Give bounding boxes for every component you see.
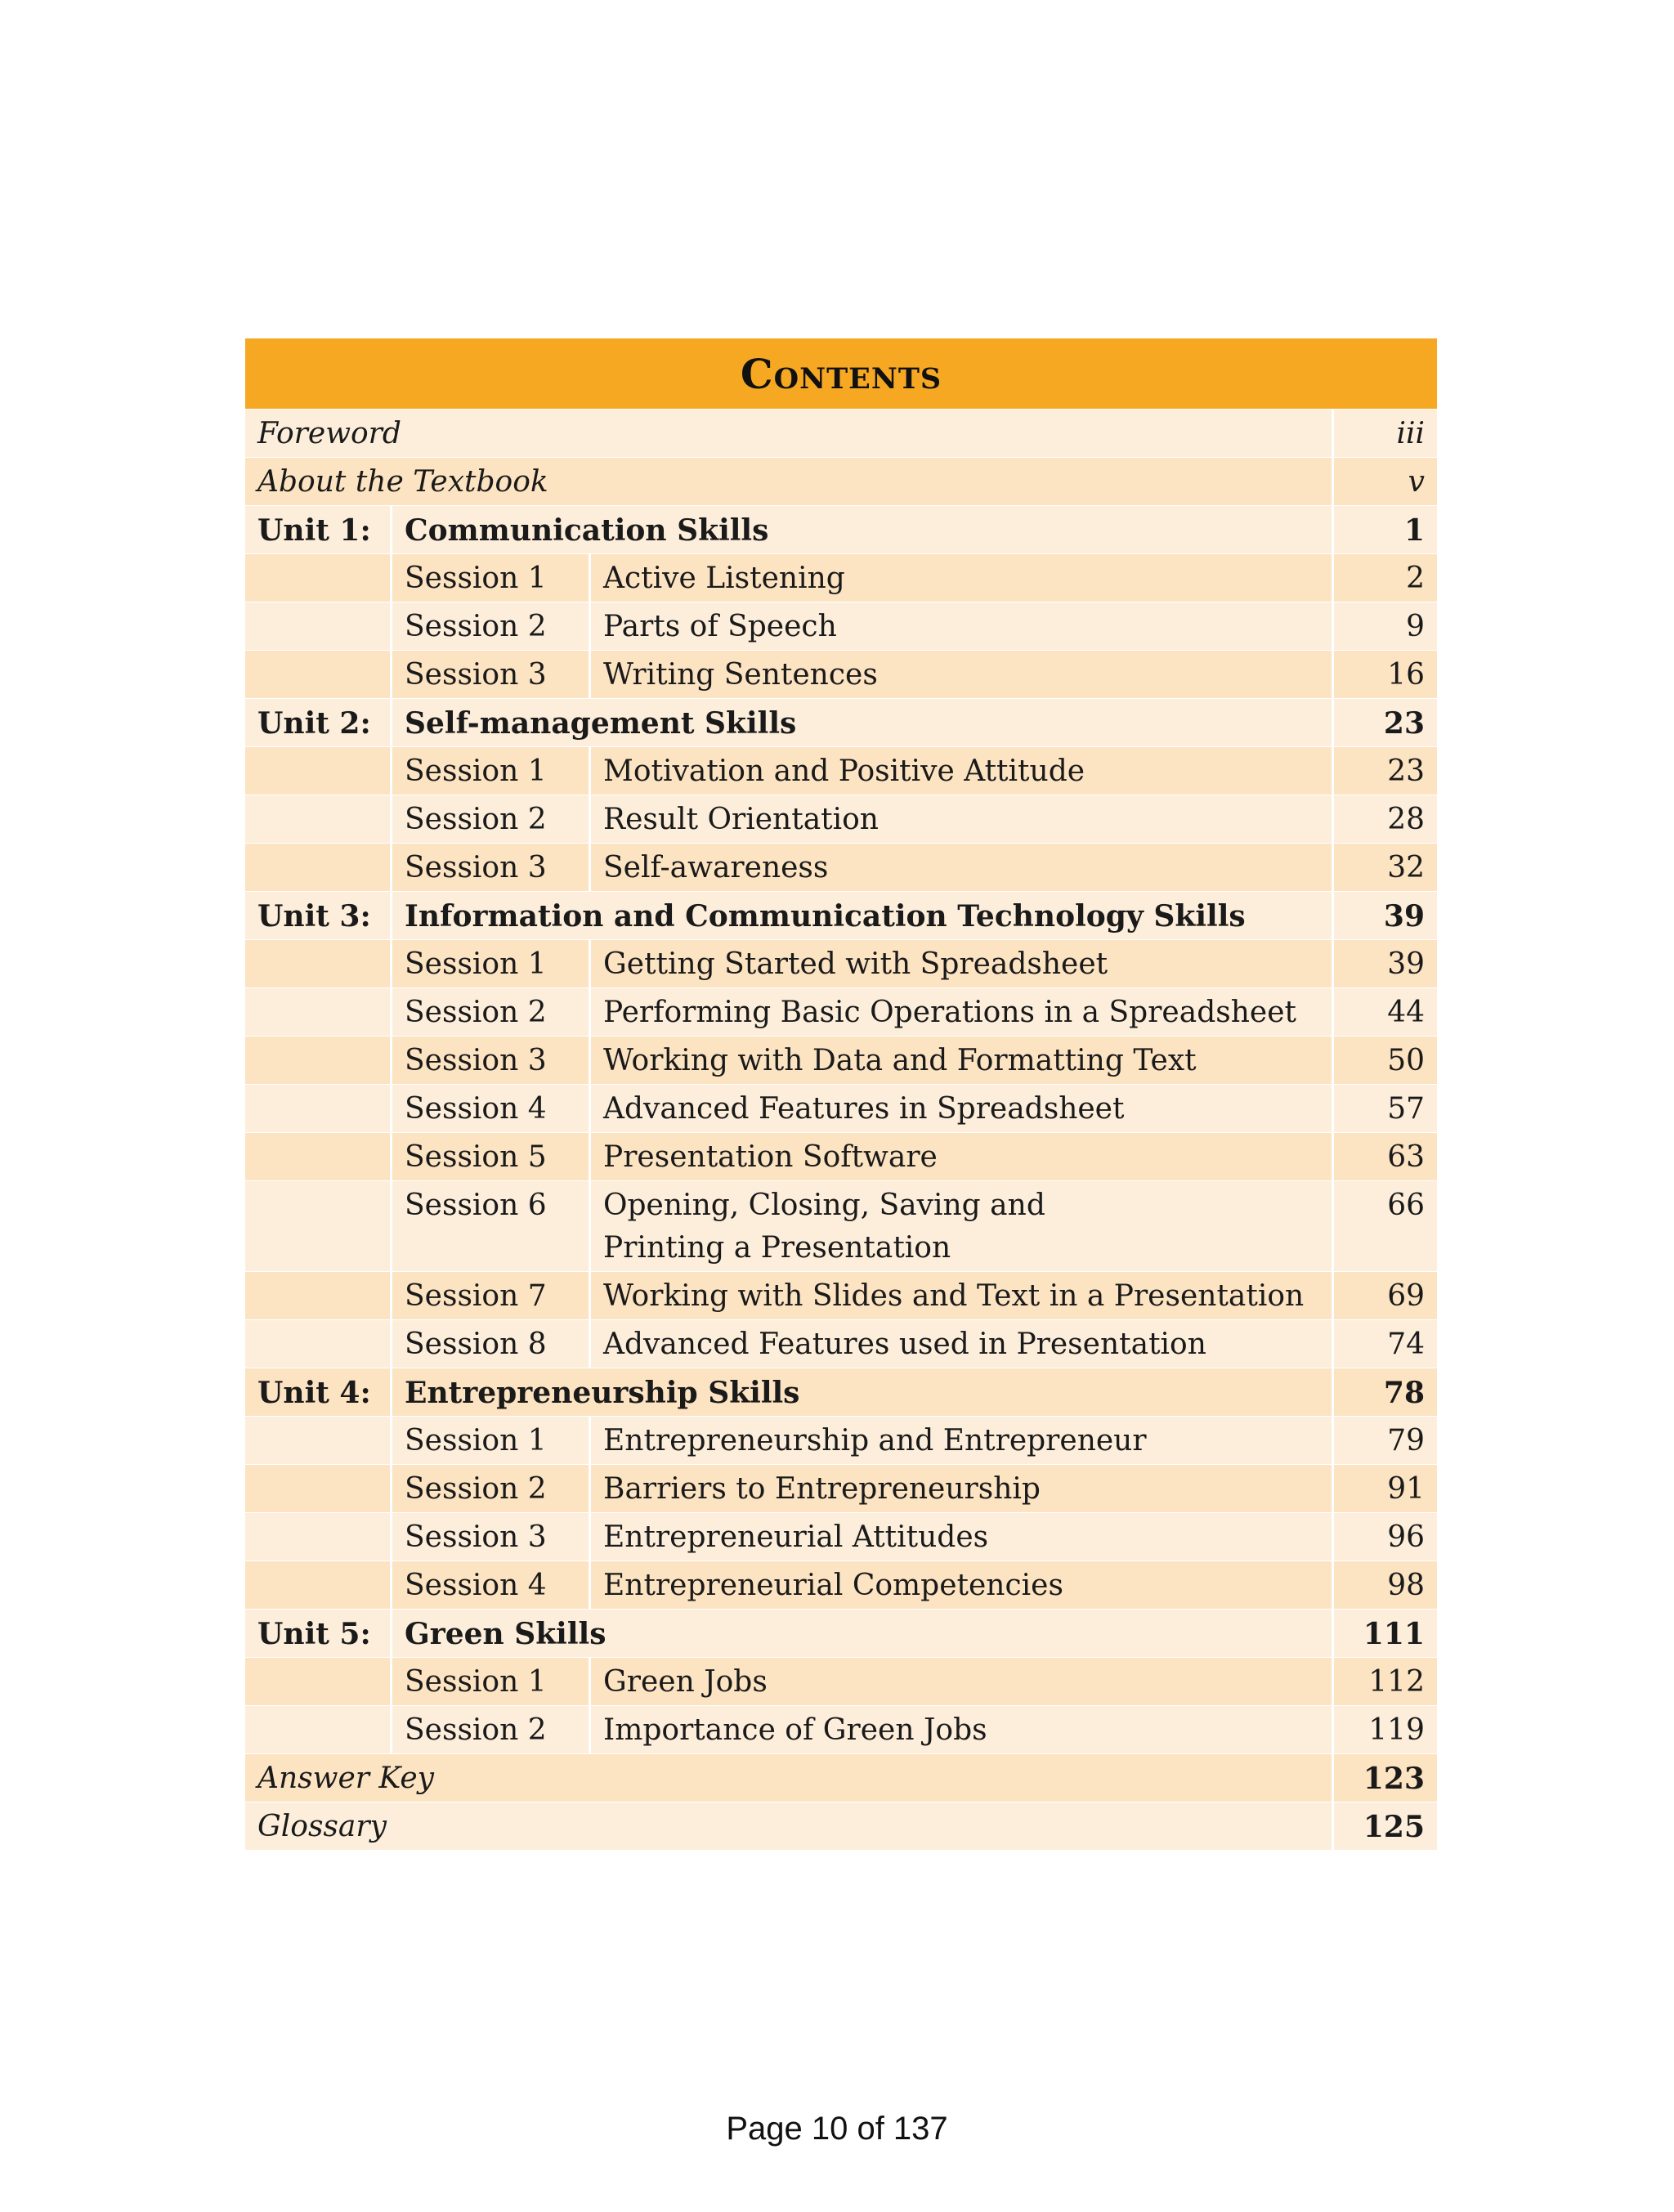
session-title-text: Barriers to Entrepreneurship [603, 1472, 1041, 1507]
unit-spacer [245, 602, 390, 650]
toc-session-row [245, 1417, 1437, 1464]
unit-spacer [245, 1706, 390, 1753]
toc-session-row [245, 1272, 1437, 1319]
session-label: Session 2 [392, 602, 589, 650]
session-title-text: Green Jobs [603, 1665, 768, 1699]
toc-session-row [245, 747, 1437, 795]
toc-session-row [245, 795, 1437, 843]
session-label: Session 7 [392, 1272, 589, 1319]
session-title [591, 554, 1332, 602]
unit-spacer [245, 1561, 390, 1609]
unit-spacer [245, 1658, 390, 1705]
session-label: Session 1 [392, 940, 589, 987]
toc-session-row [245, 988, 1437, 1036]
toc-session-row [245, 1561, 1437, 1609]
session-label: Session 2 [392, 988, 589, 1036]
toc-unit-row [245, 1368, 1437, 1416]
unit-spacer [245, 1320, 390, 1368]
page-number: 63 [1334, 1133, 1437, 1180]
toc-front-row [245, 458, 1437, 505]
toc-session-row [245, 554, 1437, 602]
page-number: 50 [1334, 1037, 1437, 1084]
toc-session-row [245, 1706, 1437, 1753]
session-title [591, 651, 1332, 698]
session-title-text: Working with Slides and Text in a Presentation [603, 1279, 1305, 1314]
unit-spacer [245, 1133, 390, 1180]
session-title-text: Working with Data and Formatting Text [603, 1044, 1197, 1078]
unit-spacer [245, 1417, 390, 1464]
unit-title: Self-management Skills [392, 699, 1332, 746]
toc-front-row [245, 410, 1437, 457]
session-title-text: Entrepreneurial Attitudes [603, 1520, 989, 1555]
unit-spacer [245, 747, 390, 795]
page-number: 78 [1334, 1368, 1437, 1416]
unit-spacer [245, 1037, 390, 1084]
session-title [591, 1561, 1332, 1609]
page-number: 74 [1334, 1320, 1437, 1368]
session-title [591, 1706, 1332, 1753]
session-title [591, 1133, 1332, 1180]
page-number: 119 [1334, 1706, 1437, 1753]
toc-back-row [245, 1802, 1437, 1850]
page-number: 32 [1334, 844, 1437, 891]
page-number: 1 [1334, 506, 1437, 553]
session-title-text: Writing Sentences [603, 658, 878, 692]
session-title-text: Performing Basic Operations in a Spreadsheet [603, 996, 1296, 1030]
toc-session-row [245, 1320, 1437, 1368]
page-number: 39 [1334, 892, 1437, 939]
session-label: Session 1 [392, 1658, 589, 1705]
session-label: Session 1 [392, 554, 589, 602]
session-label: Session 3 [392, 1037, 589, 1084]
session-title [591, 1465, 1332, 1512]
unit-label: Unit 1: [245, 506, 390, 553]
toc-session-row [245, 1133, 1437, 1180]
session-label: Session 2 [392, 1706, 589, 1753]
unit-label: Unit 5: [245, 1610, 390, 1657]
session-title [591, 1181, 1332, 1271]
session-title-text: Self-awareness [603, 851, 829, 885]
session-label: Session 1 [392, 1417, 589, 1464]
page-footer: Page 10 of 137 [726, 2111, 948, 2147]
session-title-text: Opening, Closing, Saving and [603, 1189, 1045, 1223]
unit-spacer [245, 1513, 390, 1560]
back-matter-title: Answer Key [245, 1754, 1332, 1802]
session-title [591, 1513, 1332, 1560]
session-title-text: Motivation and Positive Attitude [603, 754, 1085, 789]
toc-session-row [245, 940, 1437, 987]
toc-session-row [245, 844, 1437, 891]
toc-session-row [245, 1037, 1437, 1084]
unit-spacer [245, 844, 390, 891]
session-title-text: Active Listening [603, 562, 845, 596]
page-number: 112 [1334, 1658, 1437, 1705]
session-title [591, 795, 1332, 843]
session-title [591, 1320, 1332, 1368]
page-number: 125 [1334, 1802, 1437, 1850]
page-number: 98 [1334, 1561, 1437, 1609]
session-title [591, 1658, 1332, 1705]
unit-spacer [245, 940, 390, 987]
session-label: Session 1 [392, 747, 589, 795]
toc-back-row [245, 1754, 1437, 1802]
page-number: 28 [1334, 795, 1437, 843]
page-number: 91 [1334, 1465, 1437, 1512]
back-matter-title: Glossary [245, 1802, 1332, 1850]
session-title-text: Parts of Speech [603, 610, 837, 644]
unit-spacer [245, 1272, 390, 1319]
session-title [591, 988, 1332, 1036]
page-number: 23 [1334, 699, 1437, 746]
session-label: Session 2 [392, 795, 589, 843]
toc-unit-row [245, 506, 1437, 553]
session-title-text: Result Orientation [603, 803, 879, 837]
session-title [591, 1085, 1332, 1132]
unit-spacer [245, 988, 390, 1036]
page-number: 9 [1334, 602, 1437, 650]
session-label: Session 3 [392, 844, 589, 891]
toc-session-row [245, 1465, 1437, 1512]
session-title [591, 602, 1332, 650]
session-title-text: Importance of Green Jobs [603, 1713, 987, 1748]
toc-session-row [245, 1513, 1437, 1560]
front-matter-title: Foreword [245, 410, 1332, 457]
session-label: Session 3 [392, 1513, 589, 1560]
contents-table [245, 338, 1437, 1850]
page-number: 16 [1334, 651, 1437, 698]
unit-title: Communication Skills [392, 506, 1332, 553]
page-number: 23 [1334, 747, 1437, 795]
session-label: Session 5 [392, 1133, 589, 1180]
session-label: Session 6 [392, 1181, 589, 1271]
unit-spacer [245, 1085, 390, 1132]
contents-title: Contents [245, 338, 1437, 409]
page-number: 57 [1334, 1085, 1437, 1132]
unit-spacer [245, 1181, 390, 1271]
session-title-text: Entrepreneurship and Entrepreneur [603, 1424, 1147, 1458]
unit-label: Unit 3: [245, 892, 390, 939]
page-number: 66 [1334, 1181, 1437, 1271]
page-number: v [1334, 458, 1437, 505]
session-label: Session 2 [392, 1465, 589, 1512]
session-title-text-line2: Printing a Presentation [603, 1231, 951, 1265]
page-number: 96 [1334, 1513, 1437, 1560]
session-title-text: Entrepreneurial Competencies [603, 1569, 1063, 1603]
page-number: 111 [1334, 1610, 1437, 1657]
front-matter-title: About the Textbook [245, 458, 1332, 505]
page-number: 69 [1334, 1272, 1437, 1319]
toc-unit-row [245, 1610, 1437, 1657]
session-title-text: Advanced Features in Spreadsheet [603, 1092, 1125, 1126]
unit-title: Entrepreneurship Skills [392, 1368, 1332, 1416]
unit-spacer [245, 651, 390, 698]
toc-unit-row [245, 892, 1437, 939]
session-title [591, 747, 1332, 795]
toc-session-row [245, 1658, 1437, 1705]
session-title [591, 1037, 1332, 1084]
toc-session-row [245, 1085, 1437, 1132]
toc-session-row [245, 602, 1437, 650]
session-title-text: Getting Started with Spreadsheet [603, 947, 1108, 982]
session-label: Session 4 [392, 1085, 589, 1132]
toc-session-row [245, 1181, 1437, 1271]
unit-label: Unit 2: [245, 699, 390, 746]
unit-spacer [245, 1465, 390, 1512]
session-title [591, 844, 1332, 891]
page-number: 79 [1334, 1417, 1437, 1464]
page-number: 123 [1334, 1754, 1437, 1802]
page-number: 2 [1334, 554, 1437, 602]
toc-session-row [245, 651, 1437, 698]
page-number: 44 [1334, 988, 1437, 1036]
unit-spacer [245, 795, 390, 843]
session-title-text: Presentation Software [603, 1140, 938, 1175]
session-title [591, 1417, 1332, 1464]
page-number: iii [1334, 410, 1437, 457]
toc-unit-row [245, 699, 1437, 746]
session-label: Session 4 [392, 1561, 589, 1609]
toc-rows [245, 410, 1437, 1850]
unit-label: Unit 4: [245, 1368, 390, 1416]
session-label: Session 8 [392, 1320, 589, 1368]
session-label: Session 3 [392, 651, 589, 698]
unit-spacer [245, 554, 390, 602]
session-title-text: Advanced Features used in Presentation [603, 1328, 1206, 1362]
page-number: 39 [1334, 940, 1437, 987]
unit-title: Green Skills [392, 1610, 1332, 1657]
session-title [591, 1272, 1332, 1319]
session-title [591, 940, 1332, 987]
unit-title: Information and Communication Technology Skills [392, 892, 1332, 939]
